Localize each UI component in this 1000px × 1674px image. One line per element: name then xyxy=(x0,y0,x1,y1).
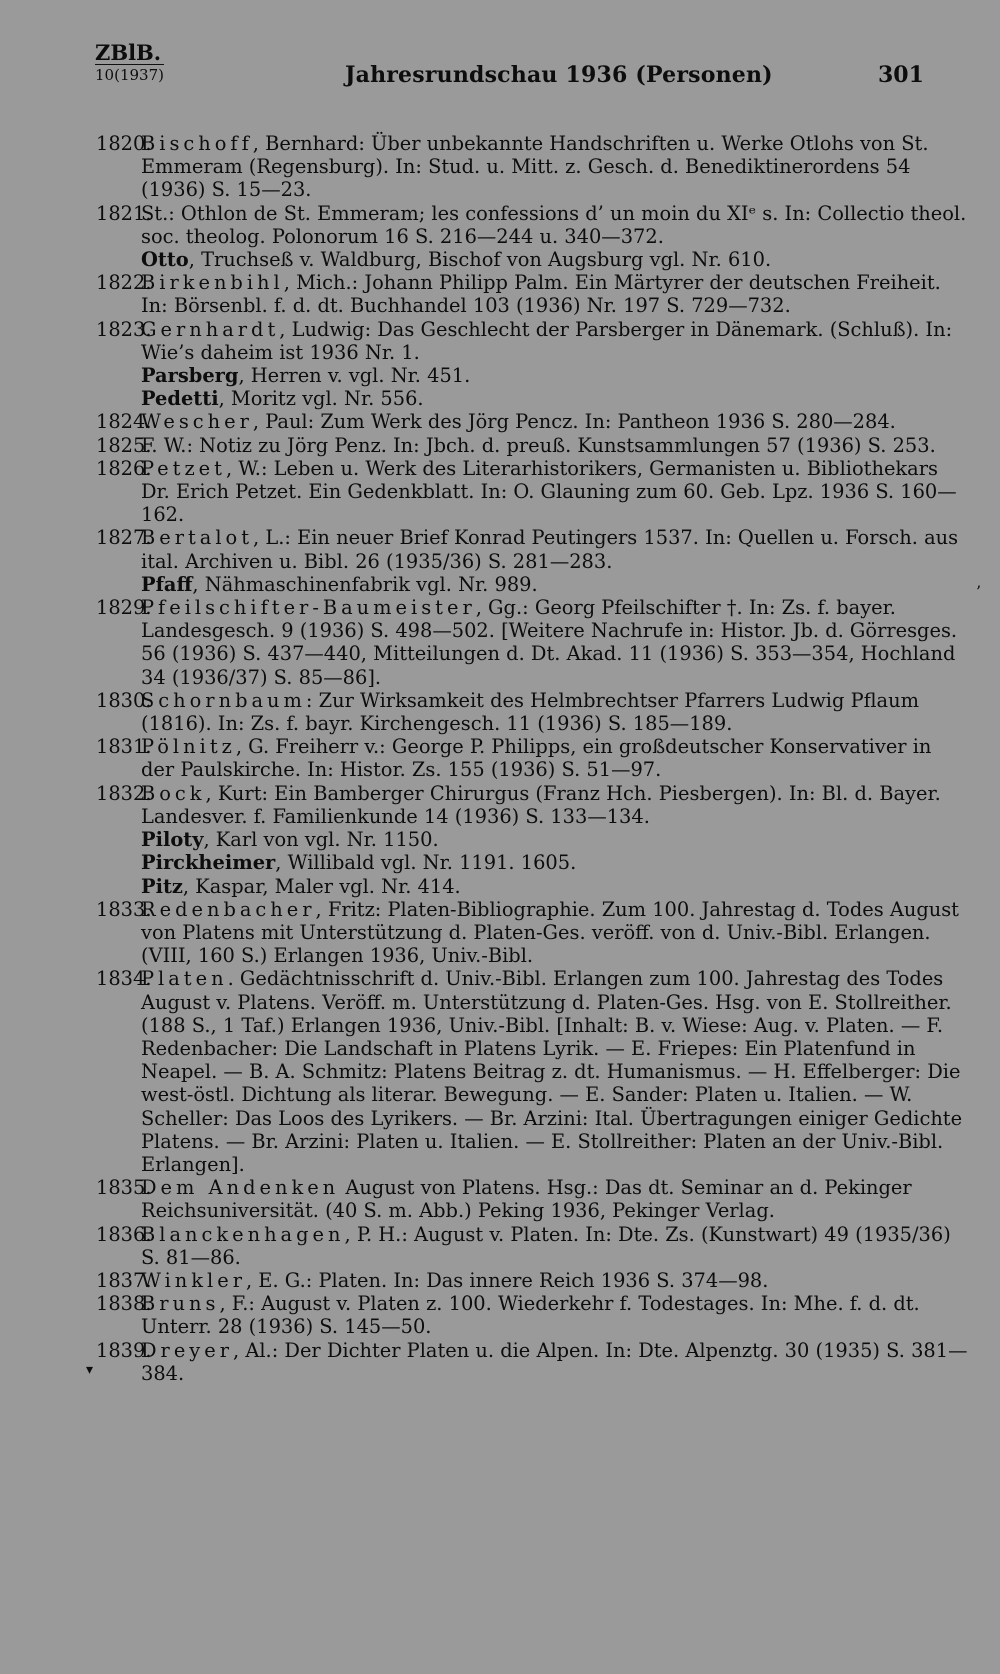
entry-1831 xyxy=(96,735,968,781)
entry-text: , P. H.: August v. Platen. In: Dte. Zs. (Kunstwart) 49 (1935/36) S. 81—86. xyxy=(141,1222,951,1269)
entry-text: , Mich.: Johann Philipp Palm. Ein Märtyrer der deutschen Freiheit. In: Börsenbl. f. d. dt. Buchhandel 103 (1936) Nr. 197 S. 729—732. xyxy=(141,271,941,318)
entry-1837 xyxy=(96,1269,968,1292)
entry-author: Schornbaum xyxy=(141,688,306,712)
entry-author: Birkenbihl xyxy=(141,271,284,295)
entry-1821 xyxy=(96,202,968,248)
margin-mark: ▾ xyxy=(86,1362,94,1378)
journal-abbreviation: ZBlB. xyxy=(95,40,162,65)
entry-author: Blanckenhagen xyxy=(141,1222,345,1246)
entry-number: 1837. xyxy=(96,1268,152,1292)
entry-author: Pfeilschifter-Baumeister xyxy=(141,596,476,620)
cross-reference xyxy=(96,828,968,851)
running-title: Jahresrundschau 1936 (Personen) xyxy=(345,62,773,88)
entry-author: Pitz xyxy=(141,874,183,898)
entry-author: Platen xyxy=(141,967,228,991)
entry-text: . Gedächtnisschrift d. Univ.-Bibl. Erlangen zum 100. Jahrestag des Todes August v. Platens. Veröff. m. Unterstützung d. Platen-Ges. Hsg. von E. Stollreither. (188 S., 1 Taf.) Erlangen 1936, Univ.-Bibl. [Inhalt: B. v. Wiese: Aug. v. Platen. — F. Redenbacher: Die Landschaft in Platens Lyrik. — E. Friepes: Ein Platenfund in Neapel. — B. A. Schmitz: Platens Beitrag z. dt. Humanismus. — H. Effelberger: Die west-östl. Dichtung als literar. Bewegung. — E. Sander: Platen u. Italien. — W. Scheller: Das Loos des Lyrikers. — Br. Arzini: Ital. Übertragungen einiger Gedichte Platens. — Br. Arzini: Platen u. Italien. — E. Stollreither: Platen an der Univ.-Bibl. Erlangen]. xyxy=(141,967,963,1176)
entry-author: Pirckheimer xyxy=(141,851,276,875)
entry-number: 1826. xyxy=(96,456,152,480)
entry-text: , Paul: Zum Werk des Jörg Pencz. In: Pantheon 1936 S. 280—284. xyxy=(252,410,896,434)
entry-text: F. W.: Notiz zu Jörg Penz. In: Jbch. d. preuß. Kunstsammlungen 57 (1936) S. 253. xyxy=(141,433,936,457)
entry-text: , Al.: Der Dichter Platen u. die Alpen. In: Dte. Alpenztg. 30 (1935) S. 381—384. xyxy=(141,1338,968,1385)
entry-text: , Herren v. vgl. Nr. 451. xyxy=(238,364,471,388)
entry-text: St.: Othlon de St. Emmeram; les confessions d’ un moin du XIᵉ s. In: Collectio theol. soc. theolog. Polonorum 16 S. 216—244 u. 340—372. xyxy=(141,201,967,248)
entry-number: 1827. xyxy=(96,526,152,550)
entry-1835 xyxy=(96,1176,968,1222)
entry-number: 1829. xyxy=(96,596,152,620)
entry-text: , Bernhard: Über unbekannte Handschriften u. Werke Otlohs von St. Emmeram (Regensburg). In: Stud. u. Mitt. z. Gesch. d. Benediktinerordens 54 (1936) S. 15—23. xyxy=(141,132,929,202)
entry-author: Wescher xyxy=(141,410,253,434)
entry-text: , Karl von vgl. Nr. 1150. xyxy=(203,828,439,852)
entry-author: Piloty xyxy=(141,828,204,852)
entry-author: Bock xyxy=(141,781,206,805)
journal-issue: 10(1937) xyxy=(95,66,164,84)
entry-text: , E. G.: Platen. In: Das innere Reich 1936 S. 374—98. xyxy=(245,1268,769,1292)
entry-number: 1834. xyxy=(96,967,152,991)
entry-author: Otto xyxy=(141,248,189,272)
cross-reference xyxy=(96,573,968,596)
cross-reference xyxy=(96,248,968,271)
entry-text: , G. Freiherr v.: George P. Philipps, ein großdeutscher Konservativer in der Paulskirche. In: Histor. Zs. 155 (1936) S. 51—97. xyxy=(141,735,932,782)
entry-author: Bruns xyxy=(141,1292,220,1316)
entry-author: Dreyer xyxy=(141,1338,233,1362)
entry-text: , Fritz: Platen-Bibliographie. Zum 100. Jahrestag d. Todes August von Platens mit Unterstützung d. Platen-Ges. veröff. von d. Univ.-Bibl. Erlangen. (VIII, 160 S.) Erlangen 1936, Univ.-Bibl. xyxy=(141,897,959,968)
entry-text: , Ludwig: Das Geschlecht der Parsberger in Dänemark. (Schluß). In: Wie’s daheim ist 1936 Nr. 1. xyxy=(141,317,953,364)
entry-number: 1825. xyxy=(96,433,152,457)
entry-text: , Moritz vgl. Nr. 556. xyxy=(218,387,424,411)
entry-author: Pfaff xyxy=(141,572,193,596)
entry-author: Winkler xyxy=(141,1268,246,1292)
entry-text: : Zur Wirksamkeit des Helmbrechtser Pfarrers Ludwig Pflaum (1816). In: Zs. f. bayr. Kirchengesch. 11 (1936) S. 185—189. xyxy=(141,688,919,736)
entry-author: Parsberg xyxy=(141,364,239,388)
page-header xyxy=(0,0,1000,110)
entry-number: 1820. xyxy=(96,132,152,155)
entry-text: , Truchseß v. Waldburg, Bischof von Augsburg vgl. Nr. 610. xyxy=(188,248,772,272)
entry-1825 xyxy=(96,434,968,457)
entry-text: , Kurt: Ein Bamberger Chirurgus (Franz Hch. Piesbergen). In: Bl. d. Bayer. Landesver. f. Familienkunde 14 (1936) S. 133—134. xyxy=(141,781,941,828)
bibliography-list xyxy=(96,132,968,1385)
entry-author: Dem Andenken xyxy=(141,1176,340,1200)
entry-author: Gernhardt xyxy=(141,317,280,341)
entry-1839 xyxy=(96,1339,968,1385)
entry-number: 1830. xyxy=(96,688,152,712)
entry-author: Pölnitz xyxy=(141,735,236,759)
entry-number: 1836. xyxy=(96,1222,152,1246)
entry-text: , Nähmaschinenfabrik vgl. Nr. 989. xyxy=(192,572,538,596)
entry-1822 xyxy=(96,271,968,317)
cross-reference xyxy=(96,875,968,898)
entry-number: 1838. xyxy=(96,1292,152,1316)
entry-number: 1835. xyxy=(96,1176,152,1200)
entry-author: Bischoff xyxy=(141,132,253,155)
cross-reference xyxy=(96,364,968,387)
entry-number: 1839. xyxy=(96,1338,152,1362)
entry-author: Bertalot xyxy=(141,526,254,550)
entry-1827 xyxy=(96,526,968,572)
entry-1826 xyxy=(96,457,968,527)
cross-reference xyxy=(96,387,968,410)
margin-mark: ’ xyxy=(976,582,982,601)
entry-number: 1832. xyxy=(96,781,152,805)
entry-1836 xyxy=(96,1223,968,1269)
entry-author: Redenbacher xyxy=(141,897,316,921)
page-number: 301 xyxy=(878,62,924,88)
cross-reference xyxy=(96,851,968,874)
entry-author: Petzet xyxy=(141,456,226,480)
entry-text: , W.: Leben u. Werk des Literarhistorikers, Germanisten u. Bibliothekars Dr. Erich Petzet. Ein Gedenkblatt. In: O. Glauning zum 60. Geb. Lpz. 1936 S. 160—162. xyxy=(141,456,957,527)
entry-text: , Willibald vgl. Nr. 1191. 1605. xyxy=(275,851,577,875)
entry-author: Pedetti xyxy=(141,387,219,411)
entry-1833 xyxy=(96,898,968,968)
entry-text: , Kaspar, Maler vgl. Nr. 414. xyxy=(182,874,461,898)
entry-number: 1822. xyxy=(96,271,152,295)
entry-1834 xyxy=(96,967,968,1176)
entry-number: 1823. xyxy=(96,317,152,341)
entry-text: August von Platens. Hsg.: Das dt. Seminar an d. Pekinger Reichsuniversität. (40 S. m. Abb.) Peking 1936, Pekinger Verlag. xyxy=(141,1176,912,1223)
entry-1838 xyxy=(96,1292,968,1338)
entry-1832 xyxy=(96,782,968,828)
entry-number: 1824. xyxy=(96,410,152,434)
entry-1830 xyxy=(96,689,968,735)
entry-1820 xyxy=(96,132,968,202)
entry-text: , L.: Ein neuer Brief Konrad Peutingers 1537. In: Quellen u. Forsch. aus ital. Archiven u. Bibl. 26 (1935/36) S. 281—283. xyxy=(141,526,959,573)
entry-number: 1821. xyxy=(96,201,152,225)
entry-1823 xyxy=(96,318,968,364)
entry-text: , Gg.: Georg Pfeilschifter †. In: Zs. f. bayer. Landesgesch. 9 (1936) S. 498—502. [Weitere Nachrufe in: Histor. Jb. d. Görresges. 56 (1936) S. 437—440, Mitteilungen d. Dt. Akad. 11 (1936) S. 353—354, Hochland 34 (1936/37) S. 85—86]. xyxy=(141,596,958,689)
entry-number: 1831. xyxy=(96,735,152,759)
entry-1829 xyxy=(96,596,968,689)
entry-text: , F.: August v. Platen z. 100. Wiederkehr f. Todestages. In: Mhe. f. d. dt. Unterr. 28 (1936) S. 145—50. xyxy=(141,1292,920,1339)
entry-number: 1833. xyxy=(96,897,152,921)
entry-1824 xyxy=(96,410,968,433)
